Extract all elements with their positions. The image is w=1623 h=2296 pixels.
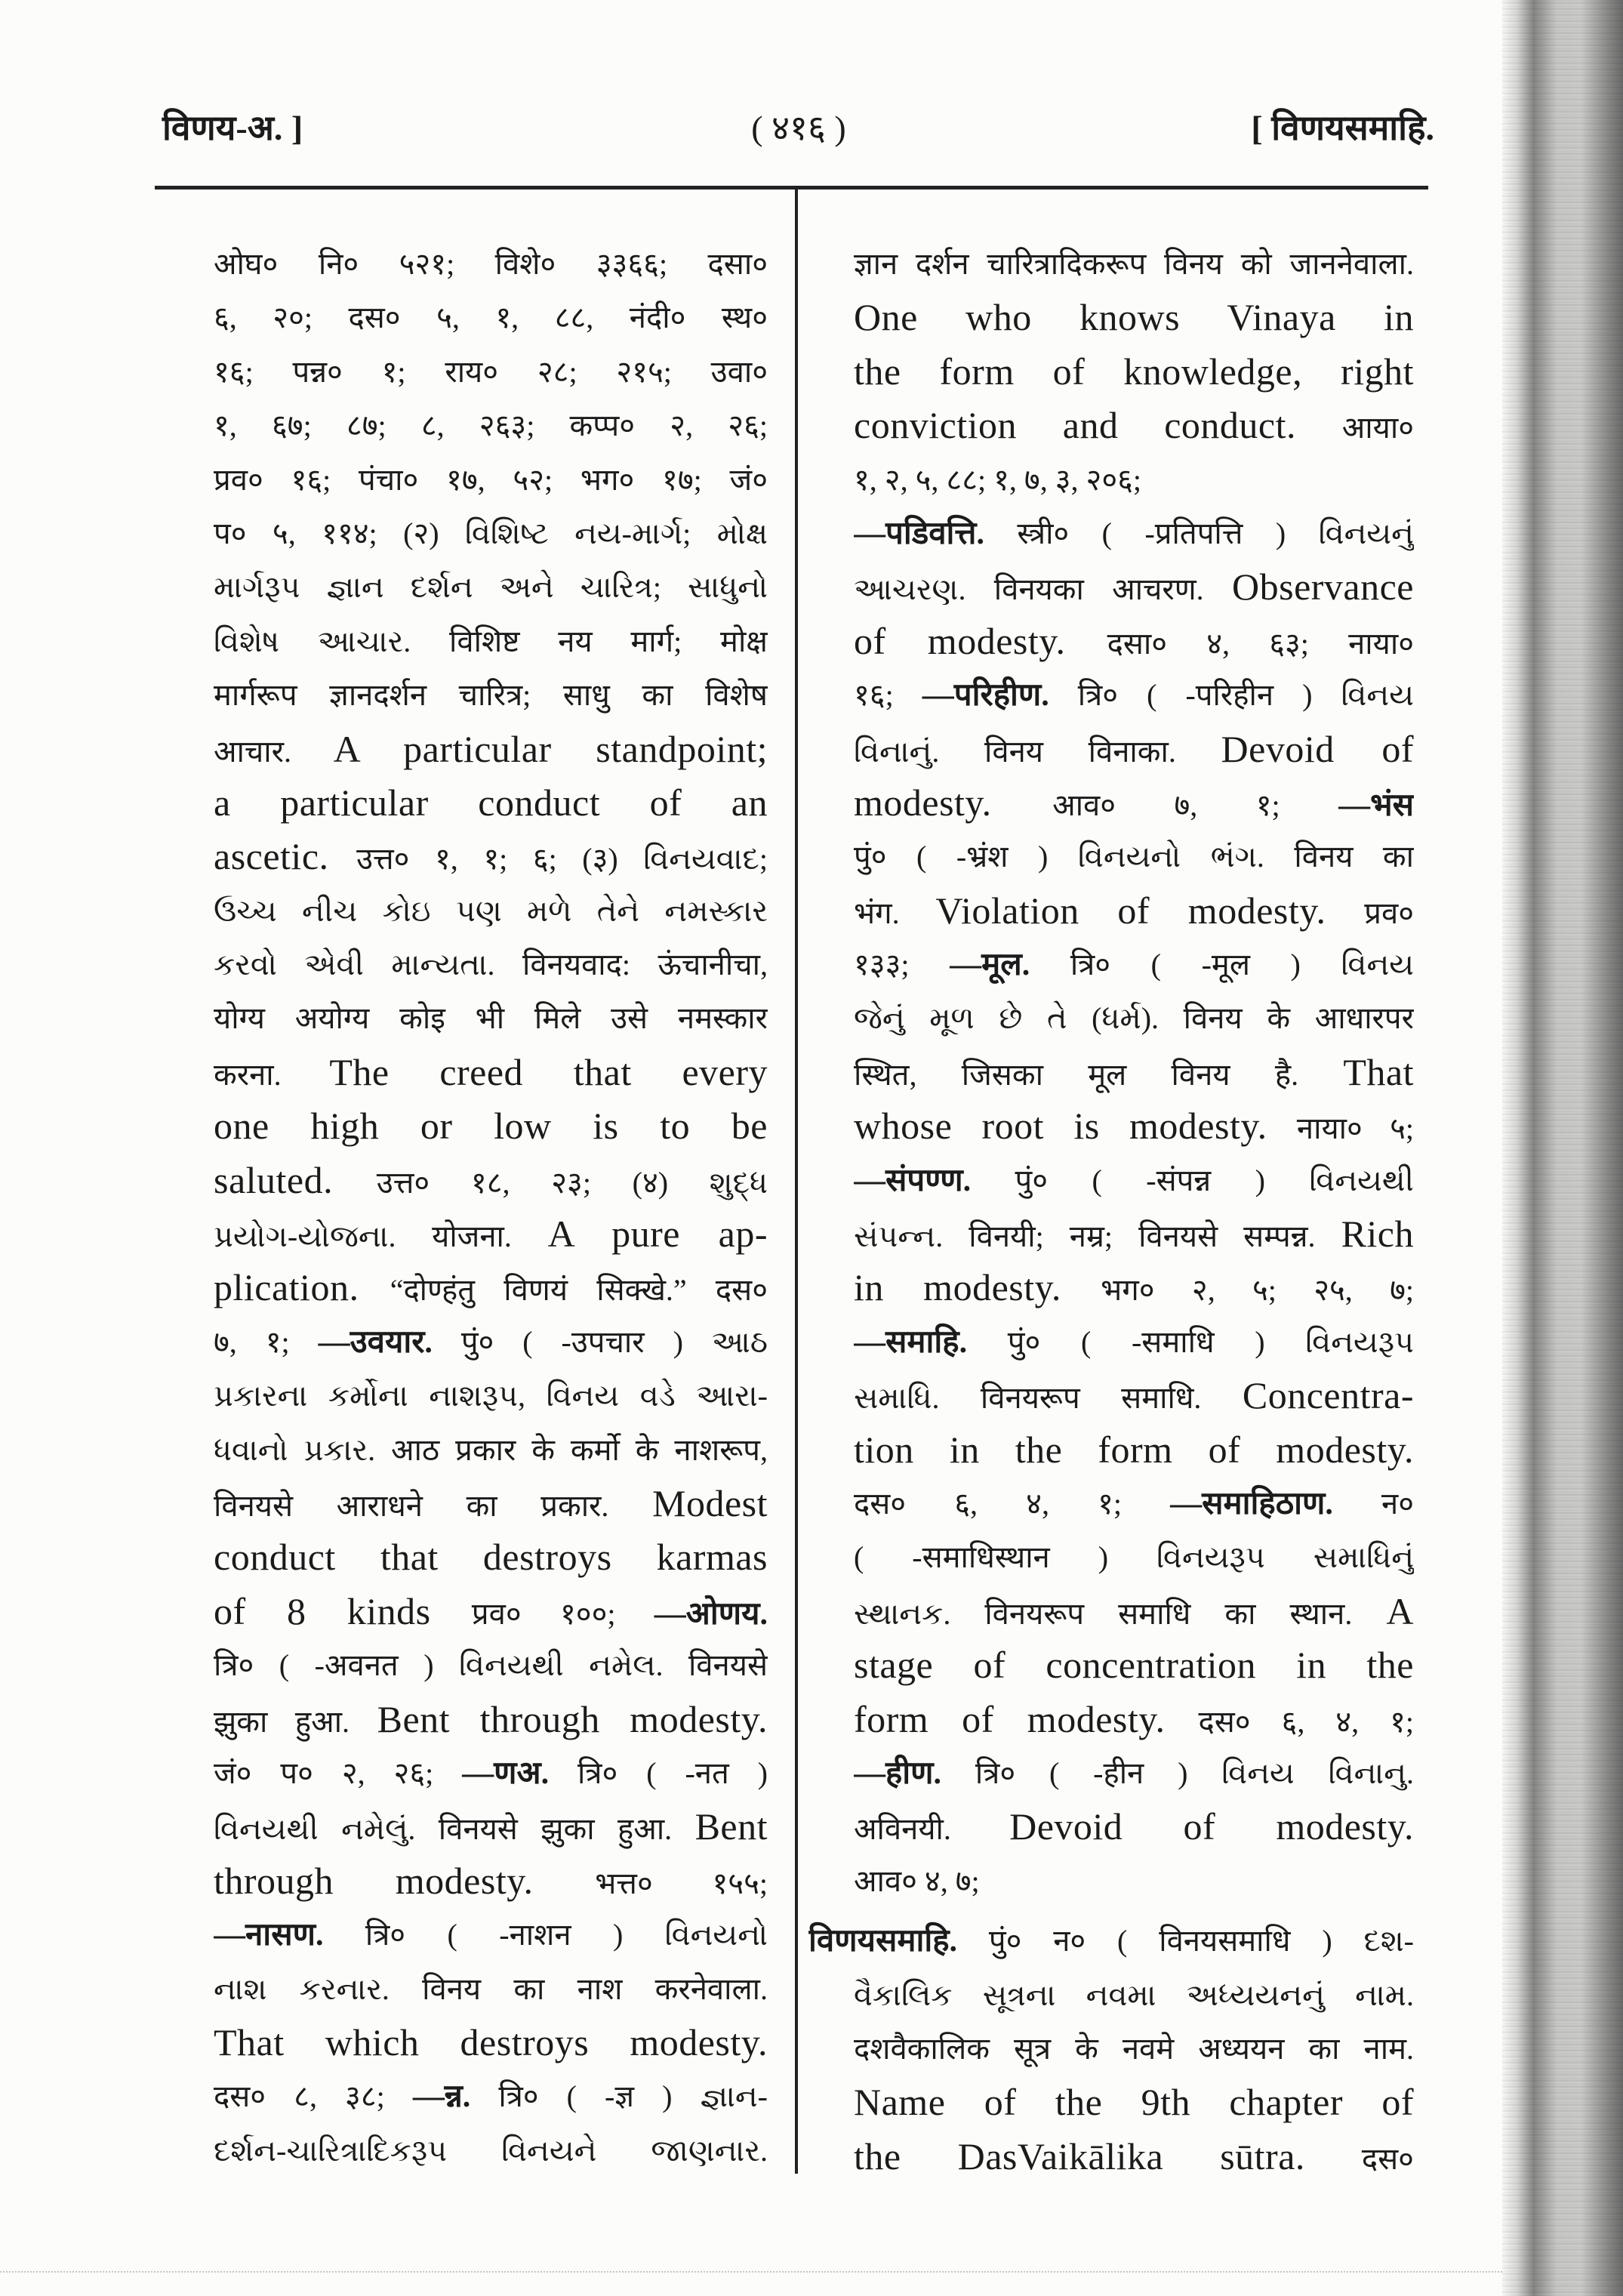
line-content xyxy=(214,894,768,928)
english-text: plication. xyxy=(214,1266,390,1309)
line-content xyxy=(854,1105,1414,1148)
text-line xyxy=(854,237,1414,291)
line-content xyxy=(214,1001,768,1035)
line-content xyxy=(854,1978,1414,2012)
right-column xyxy=(808,237,1414,2184)
text-line xyxy=(854,399,1414,452)
text-line xyxy=(854,2022,1414,2076)
line-content xyxy=(854,781,1414,824)
text-line xyxy=(854,453,1414,507)
line-content xyxy=(214,1325,768,1359)
indic-text: વિશેષ આચાર. विशिष्ट नय मार्ग; मोक्ष xyxy=(214,624,768,658)
text-line xyxy=(214,2069,768,2123)
line-content xyxy=(854,1325,1414,1359)
indic-text: ज्ञान दर्शन चारित्रादिकरूप विनय को जाननेवाला. xyxy=(854,247,1414,281)
text-line xyxy=(214,2124,768,2177)
text-line xyxy=(854,1154,1414,1207)
indic-text: स्थित, जिसका मूल विनय है. xyxy=(854,1057,1344,1092)
line-content xyxy=(854,296,1414,339)
english-text: A xyxy=(1386,1589,1414,1632)
text-line xyxy=(214,1908,768,1962)
headword: —नासण. xyxy=(214,1918,324,1953)
line-content xyxy=(854,1050,1414,1093)
text-line xyxy=(854,2130,1414,2184)
english-text: saluted. xyxy=(214,1158,377,1201)
headword: —णअ. xyxy=(462,1755,550,1791)
line-content xyxy=(214,300,768,334)
text-line xyxy=(854,615,1414,668)
page-number: ( ४१६ ) xyxy=(751,109,846,147)
headword: —समाहिठाण. xyxy=(1170,1486,1333,1521)
english-text: Devoid of xyxy=(1221,727,1414,770)
indic-text: पुं० ( -भ्रंश ) વિનયનો ભંગ. विनय का xyxy=(854,840,1414,874)
text-line xyxy=(214,399,768,452)
text-line xyxy=(214,938,768,991)
indic-text: १६; xyxy=(854,678,922,713)
indic-text: नाया० ५; xyxy=(1296,1111,1414,1146)
english-text: One who knows Vinaya in xyxy=(854,296,1414,339)
indic-text: विनयसे आराधने का प्रकार. xyxy=(214,1488,652,1523)
line-content xyxy=(214,1481,768,1524)
english-text: That xyxy=(1343,1050,1414,1093)
line-content xyxy=(214,1648,768,1682)
english-text: of 8 kinds xyxy=(214,1589,472,1632)
line-content xyxy=(854,1805,1414,1848)
left-column xyxy=(214,237,768,2177)
line-content xyxy=(214,570,768,604)
indic-text: ओघ० नि० ५२१; विशे० ३३६६; दसा० xyxy=(214,247,768,281)
indic-text: दस० ८, ३८; xyxy=(214,2079,413,2114)
text-line xyxy=(214,345,768,399)
line-content xyxy=(214,1433,768,1467)
text-line xyxy=(854,1585,1414,1638)
indic-text: दस० xyxy=(1361,2141,1414,2176)
indic-text: पुं० ( -उपचार ) આઠ xyxy=(432,1324,768,1359)
text-line xyxy=(854,1530,1414,1584)
text-line xyxy=(214,1800,768,1854)
text-line xyxy=(214,1746,768,1800)
english-text: Violation of modesty. xyxy=(935,889,1365,932)
text-line xyxy=(854,991,1414,1045)
english-text: conviction and conduct. xyxy=(854,404,1342,447)
dictionary-entry-block xyxy=(214,237,768,2177)
line-content xyxy=(214,1918,768,1952)
indic-text: न० xyxy=(1332,1486,1414,1521)
english-text: form of modesty. xyxy=(854,1697,1199,1740)
text-line xyxy=(854,1261,1414,1314)
text-line xyxy=(854,291,1414,344)
indic-text: સંપન્ન. विनयी; नम्र; विनयसे सम्पन्न. xyxy=(854,1219,1341,1254)
scan-binding-shadow xyxy=(1502,0,1623,2296)
line-content xyxy=(214,1050,768,1093)
text-line xyxy=(214,1261,768,1314)
text-line xyxy=(214,1693,768,1746)
indic-text: उत्त० १८, २३; (४) શુદ્ધ xyxy=(376,1165,768,1200)
indic-text: त्रि० ( -नाशन ) વિનયનો xyxy=(323,1918,768,1952)
indic-text: ઉચ્ચ નીચ કોઇ પણ મળે તેને નમસ્કાર xyxy=(214,893,768,928)
headword: —हीण. xyxy=(854,1755,942,1791)
indic-text: मार्गरूप ज्ञानदर्शन चारित्र; साधु का विशेष xyxy=(214,678,768,713)
english-text: whose root is modesty. xyxy=(854,1105,1297,1148)
indic-text: માર્ગરૂપ જ્ઞાન દર્શન અને ચારિત્ર; સાધુનો xyxy=(214,570,768,605)
line-content xyxy=(854,1697,1414,1740)
indic-text: करना. xyxy=(214,1057,330,1092)
english-text: one high or low is to be xyxy=(214,1105,768,1148)
indic-text: आया० xyxy=(1341,411,1414,445)
text-line xyxy=(854,1207,1414,1261)
indic-text: भंग. xyxy=(854,895,936,930)
indic-text: प्रव० १००; xyxy=(471,1596,654,1631)
dictionary-entry-block xyxy=(808,1914,1414,2184)
line-content xyxy=(214,1589,768,1632)
indic-text: ७, १; xyxy=(214,1324,319,1359)
line-content xyxy=(854,1756,1414,1790)
line-content xyxy=(854,1644,1414,1687)
line-content xyxy=(214,516,768,550)
text-line xyxy=(214,1154,768,1207)
indic-text: त्रि० ( -अवनत ) વિનયથી નમેલ. विनयसे xyxy=(214,1648,768,1683)
text-line xyxy=(854,776,1414,830)
text-line xyxy=(214,991,768,1045)
line-content xyxy=(214,835,768,878)
english-text: Concentra- xyxy=(1242,1374,1414,1417)
line-content xyxy=(854,678,1414,712)
line-content xyxy=(854,1540,1414,1574)
text-line xyxy=(854,1746,1414,1800)
line-content xyxy=(854,1374,1414,1417)
line-content xyxy=(854,1589,1414,1632)
line-content xyxy=(214,1213,768,1256)
english-text: modesty. xyxy=(854,781,1053,824)
headword: —ओणय. xyxy=(654,1596,768,1632)
english-text: Name of the 9th chapter of xyxy=(854,2081,1414,2124)
line-content xyxy=(214,1379,768,1413)
line-content xyxy=(854,840,1414,874)
indic-text: त्रि० ( -नत ) xyxy=(549,1755,768,1790)
line-content xyxy=(214,463,768,497)
english-text: Modest xyxy=(652,1481,768,1524)
line-content xyxy=(214,2134,768,2168)
line-content xyxy=(214,1756,768,1790)
text-line xyxy=(214,1207,768,1261)
headword: —मूल. xyxy=(950,948,1030,983)
line-content xyxy=(214,727,768,770)
text-line xyxy=(854,1968,1414,2022)
line-content xyxy=(214,1158,768,1201)
text-line xyxy=(214,1423,768,1477)
text-line xyxy=(854,1638,1414,1692)
indic-text: સ્થાનક. विनयरूप समाधि का स्थान. xyxy=(854,1596,1387,1631)
line-content xyxy=(214,1266,768,1309)
text-line xyxy=(854,938,1414,991)
indic-text: વિનયથી નમેલું. विनयसे झुका हुआ. xyxy=(214,1812,695,1847)
indic-text: आव० ७, १; xyxy=(1052,787,1339,822)
line-content xyxy=(854,516,1414,550)
indic-text: કરવો એવી માન્યતા. विनयवाद: ऊंचानीचा, xyxy=(214,948,768,982)
headword: —न्न. xyxy=(412,2079,471,2115)
indic-text: झुका हुआ. xyxy=(214,1704,377,1739)
text-line xyxy=(854,668,1414,722)
line-content xyxy=(214,2079,768,2113)
english-text: ascetic. xyxy=(214,835,357,878)
line-content xyxy=(854,948,1414,982)
line-content xyxy=(214,678,768,712)
line-content xyxy=(854,619,1414,662)
indic-text: भत्त० १५५; xyxy=(595,1866,768,1900)
line-content xyxy=(854,1428,1414,1471)
indic-text: जं० प० २, २६; xyxy=(214,1755,463,1790)
text-line xyxy=(854,1693,1414,1746)
indic-text: ६, २०; दस० ५, १, ८८, नंदी० स्थ० xyxy=(214,300,768,335)
indic-text: १, ६७; ८७; ८, २६३; कप्प० २, २६; xyxy=(214,408,768,443)
line-content xyxy=(214,355,768,389)
text-line xyxy=(214,723,768,776)
line-content xyxy=(854,2134,1414,2177)
line-content xyxy=(214,1859,768,1902)
text-line xyxy=(854,1854,1414,1908)
running-head-left: विणय-अ. ] xyxy=(162,109,303,147)
indic-text: पुं० ( -समाधि ) વિનયરૂપ xyxy=(967,1324,1414,1359)
text-line xyxy=(214,560,768,614)
text-line xyxy=(214,237,768,291)
running-head-right: [ विणयसमाहि. xyxy=(1251,109,1434,147)
text-line xyxy=(214,1530,768,1584)
english-text: the DasVaikālika sūtra. xyxy=(854,2134,1362,2177)
text-line xyxy=(214,884,768,938)
text-line xyxy=(854,1800,1414,1854)
text-line xyxy=(214,2016,768,2069)
headword: विणयसमाहि. xyxy=(808,1924,958,1959)
line-content xyxy=(214,948,768,982)
headword: —भंस xyxy=(1338,787,1414,823)
indic-text: उत्त० १, १; ६; (३) વિનયવાદ; xyxy=(356,842,768,877)
line-content xyxy=(808,1924,1414,1958)
line-content xyxy=(214,1805,768,1848)
line-content xyxy=(854,1487,1414,1521)
line-content xyxy=(854,350,1414,393)
indic-text: ( -समाधिस्थान ) વિનયરૂપ સમાધિનું xyxy=(854,1540,1414,1575)
text-line xyxy=(854,723,1414,776)
line-content xyxy=(854,566,1414,609)
indic-text: દર્શન-ચારિત્રાદિકરૂપ વિનયને જાણનાર. xyxy=(214,2133,768,2168)
english-text: A particular standpoint; xyxy=(333,727,768,770)
indic-text: त्रि० ( -हीन ) વિનય વિનાનુ. xyxy=(941,1755,1414,1790)
line-content xyxy=(854,727,1414,770)
line-content xyxy=(214,1105,768,1148)
text-line xyxy=(854,1423,1414,1477)
indic-text: વિનાનું. विनय विनाका. xyxy=(854,734,1221,769)
line-content xyxy=(214,1972,768,2006)
indic-text: त्रि० ( -मूल ) વિનય xyxy=(1030,948,1414,982)
text-line xyxy=(214,1854,768,1908)
indic-text: पुं० न० ( विनयसमाधि ) દશ- xyxy=(957,1924,1414,1959)
indic-text: १३३; xyxy=(854,948,950,982)
line-content xyxy=(854,2032,1414,2066)
header-rule xyxy=(155,186,1428,190)
line-content xyxy=(854,1163,1414,1197)
indic-text: आव० ४, ७; xyxy=(854,1863,980,1898)
text-line xyxy=(214,668,768,722)
line-content xyxy=(854,1001,1414,1035)
indic-text: अविनयी. xyxy=(854,1812,1010,1847)
text-line xyxy=(214,1046,768,1099)
english-text: That which destroys modesty. xyxy=(214,2020,768,2063)
line-content xyxy=(854,2081,1414,2124)
text-line xyxy=(854,345,1414,399)
english-text: of modesty. xyxy=(854,619,1107,662)
indic-text: दस० ६, ४, १; xyxy=(1198,1704,1414,1739)
line-content xyxy=(214,2020,768,2063)
indic-text: प० ५, ११४; (२) વિશિષ્ટ નય-માર્ગ; મોક્ષ xyxy=(214,516,768,550)
text-line xyxy=(854,1099,1414,1153)
indic-text: જેનું મૂળ છે તે (ધર્મ). विनय के आधारपर xyxy=(854,1001,1414,1036)
indic-text: प्रव० १६; पंचा० १७, ५२; भग० १७; जं० xyxy=(214,462,768,497)
text-line xyxy=(854,884,1414,938)
indic-text: त्रि० ( -ज्ञ ) જ્ઞાન- xyxy=(470,2079,768,2114)
line-content xyxy=(214,624,768,658)
english-text: Bent xyxy=(694,1805,768,1848)
indic-text: “दोण्हंतु विणयं सिक्खे.” दस० xyxy=(390,1273,768,1308)
indic-text: दस० ६, ४, १; xyxy=(854,1486,1171,1521)
text-line xyxy=(854,507,1414,560)
text-line xyxy=(854,560,1414,614)
line-content xyxy=(214,1697,768,1740)
indic-text: નાશ કરનાર. विनय का नाश करनेवाला. xyxy=(214,1971,768,2006)
indic-text: योग्य अयोग्य कोइ भी मिले उसे नमस्कार xyxy=(214,1001,768,1036)
text-line xyxy=(214,776,768,830)
scan-edge-line xyxy=(0,2271,1502,2273)
text-line xyxy=(214,1099,768,1153)
indic-text: दशवैकालिक सूत्र के नवमे अध्ययन का नाम. xyxy=(854,2031,1414,2066)
english-text: Observance xyxy=(1232,566,1414,609)
english-text: in modesty. xyxy=(854,1266,1101,1309)
line-content xyxy=(854,463,1141,497)
english-text: Bent through modesty. xyxy=(377,1697,768,1740)
indic-text: સમાધિ. विनयरूप समाधि. xyxy=(854,1381,1243,1416)
english-text: A pure ap- xyxy=(547,1213,768,1256)
english-text: the form of knowledge, right xyxy=(854,350,1414,393)
text-line xyxy=(854,1046,1414,1099)
headword: —उवयार. xyxy=(318,1324,433,1360)
text-line xyxy=(214,1369,768,1422)
headword: —संपण्ण. xyxy=(854,1163,972,1198)
text-line xyxy=(214,1477,768,1530)
english-text: through modesty. xyxy=(214,1859,596,1902)
indic-text: त्रि० ( -परिहीन ) વિનય xyxy=(1049,678,1414,713)
indic-text: प्रव० xyxy=(1364,895,1414,930)
indic-text: स्त्री० ( -प्रतिपत्ति ) વિનયનું xyxy=(984,516,1414,550)
text-line xyxy=(214,1315,768,1369)
english-text: tion in the form of modesty. xyxy=(854,1428,1414,1471)
english-text: The creed that every xyxy=(329,1050,768,1093)
text-line xyxy=(854,1315,1414,1369)
english-text: conduct that destroys karmas xyxy=(214,1536,768,1579)
english-text: stage of concentration in the xyxy=(854,1644,1414,1687)
line-content xyxy=(214,781,768,824)
line-content xyxy=(214,247,768,281)
line-content xyxy=(854,1213,1414,1256)
english-text: Devoid of modesty. xyxy=(1009,1805,1414,1848)
indic-text: पुं० ( -संपन्न ) વિનયથી xyxy=(971,1163,1414,1197)
text-line xyxy=(808,1914,1414,1968)
text-line xyxy=(854,1369,1414,1422)
text-line xyxy=(214,1638,768,1692)
line-content xyxy=(854,404,1414,447)
text-line xyxy=(214,291,768,344)
line-content xyxy=(854,247,1414,281)
indic-text: आचार. xyxy=(214,734,334,769)
english-text: a particular conduct of an xyxy=(214,781,768,824)
text-line xyxy=(854,2076,1414,2129)
headword: —समाहि. xyxy=(854,1324,968,1360)
headword: —परिहीण. xyxy=(922,678,1049,713)
english-text: Rich xyxy=(1341,1213,1414,1256)
dictionary-entry-block xyxy=(854,237,1414,1908)
line-content xyxy=(854,1864,980,1898)
text-line xyxy=(214,1585,768,1638)
indic-text: વૈકાલિક સૂત્રના નવમા અધ્યયનનું નામ. xyxy=(854,1977,1414,2012)
text-line xyxy=(214,830,768,883)
line-content xyxy=(854,1266,1414,1309)
indic-text: પ્રયોગ-યોજના. योजना. xyxy=(214,1219,548,1254)
text-line xyxy=(214,453,768,507)
indic-text: પ્રકારના કર્મોના નાશરૂપ, વિનય વડે આરા- xyxy=(214,1379,768,1413)
indic-text: આચરણ. विनयका आचरण. xyxy=(854,572,1232,607)
text-line xyxy=(214,507,768,560)
text-line xyxy=(214,615,768,668)
line-content xyxy=(214,408,768,442)
headword: —पडिवत्ति. xyxy=(854,516,984,551)
indic-text: दसा० ४, ६३; नाया० xyxy=(1107,626,1414,661)
text-line xyxy=(214,1962,768,2016)
indic-text: १, २, ५, ८८; १, ७, ३, २०६; xyxy=(854,462,1142,497)
column-divider xyxy=(795,190,798,2174)
line-content xyxy=(854,889,1414,932)
indic-text: भग० २, ५; २५, ७; xyxy=(1101,1273,1414,1308)
line-content xyxy=(214,1536,768,1579)
text-line xyxy=(854,1477,1414,1530)
indic-text: १६; पन्न० १; राय० २८; २१५; उवा० xyxy=(214,354,768,389)
indic-text: ધવાનો પ્રકાર. आठ प्रकार के कर्मो के नाशरूप, xyxy=(214,1432,768,1467)
text-line xyxy=(854,830,1414,883)
